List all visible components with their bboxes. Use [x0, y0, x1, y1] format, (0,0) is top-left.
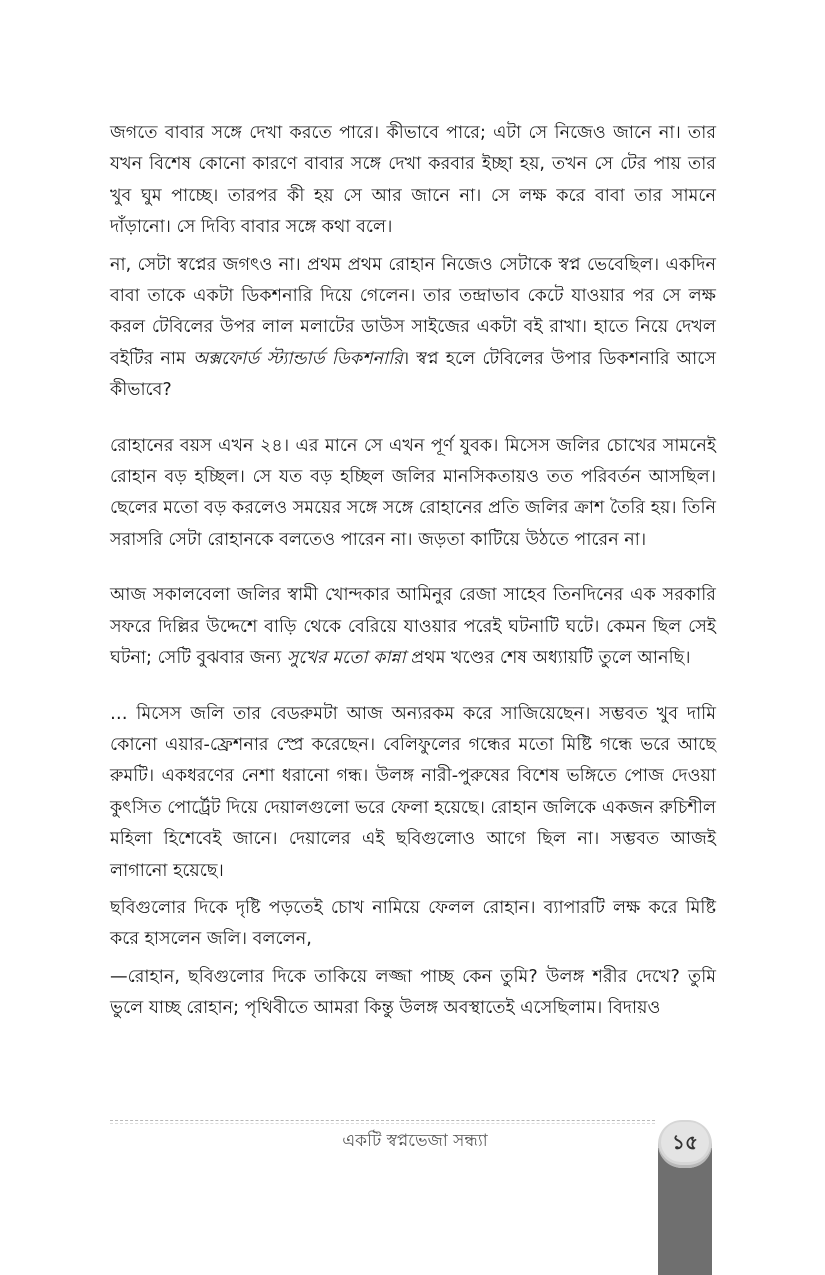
paragraph-2-text-end: । স্বপ্ন হলে টেবিলের উপার ডিকশনারি আসে কীভাবে?	[110, 348, 716, 401]
paragraph-4	[110, 580, 716, 674]
paragraph-1-text: জগতে বাবার সঙ্গে দেখা করতে পারে। কীভাবে পারে; এটা সে নিজেও জানে না। তার যখন বিশেষ কোনো কারণে বাবার সঙ্গে দেখা করবার ইচ্ছা হয়, তখন সে টের পায় তার খুব ঘুম পাচ্ছে। তারপর কী হয় সে আর জানে না। সে লক্ষ করে বাবা তার সামনে দাঁড়ানো। সে দিব্যি বাবার সঙ্গে কথা বলে।	[110, 123, 716, 238]
dictionary-title: অক্সফোর্ড স্ট্যান্ডার্ড ডিকশনারি	[193, 348, 403, 369]
book-reference-title: সুখের মতো কান্না	[286, 648, 406, 669]
paragraph-2	[110, 250, 716, 407]
paragraph-3-text: রোহানের বয়স এখন ২৪। এর মানে সে এখন পূর্ণ যুবক। মিসেস জলির চোখের সামনেই রোহান বড় হচ্ছিল। সে যত বড় হচ্ছিল জলির মানসিকতায়ও তত পরিবর্তন আসছিল। ছেলের মতো বড় করলেও সময়ের সঙ্গে সঙ্গে রোহানের প্রতি জলির ক্রাশ তৈরি হয়। তিনি সরাসরি সেটা রোহানকে বলতেও পারেন না। জড়তা কাটিয়ে উঠতে পারেন না।	[110, 435, 716, 550]
page-number: ১৫	[672, 1130, 698, 1154]
paragraph-2-text: না, সেটা স্বপ্নের জগৎও না। প্রথম প্রথম রোহান নিজেও সেটাকে স্বপ্ন ভেবেছিল। একদিন বাবা তাকে একটা ডিকশনারি দিয়ে গেলেন। তার তন্দ্রাভাব কেটে যাওয়ার পর সে লক্ষ করল টেবিলের উপর লাল মলাটের ডাউস সাইজের একটা বই রাখা। হাতে নিয়ে দেখল বইটির নাম	[110, 254, 716, 369]
paragraph-4-text: আজ সকালবেলা জলির স্বামী খোন্দকার আমিনুর রেজা সাহেব তিনদিনের এক সরকারি সফরে দিল্লির উদ্দেশে বাড়ি থেকে বেরিয়ে যাওয়ার পরেই ঘটনাটি ঘটে। কেমন ছিল সেই ঘটনা; সেটি বুঝবার জন্য	[110, 585, 716, 669]
paragraph-3	[110, 431, 716, 557]
paragraph-6-text: ছবিগুলোর দিকে দৃষ্টি পড়তেই চোখ নামিয়ে ফেলল রোহান। ব্যাপারটি লক্ষ করে মিষ্টি করে হাসলেন জলি। বললেন,	[110, 897, 716, 950]
paragraph-4-text-end: প্রথম খণ্ডের শেষ অধ্যায়টি তুলে আনছি।	[405, 648, 691, 669]
body-text	[110, 118, 716, 1031]
paragraph-6	[110, 893, 716, 956]
footer-divider-shadow	[110, 1123, 655, 1124]
footer-divider	[110, 1120, 655, 1121]
paragraph-7-text: —রোহান, ছবিগুলোর দিকে তাকিয়ে লজ্জা পাচ্ছ কেন তুমি? উলঙ্গ শরীর দেখে? তুমি ভুলে যাচ্ছ রোহান; পৃথিবীতে আমরা কিন্তু উলঙ্গ অবস্থাতেই এসেছিলাম। বিদায়ও	[110, 966, 716, 1019]
running-footer-title: একটি স্বপ্নভেজা সন্ধ্যা	[342, 1131, 488, 1151]
paragraph-1	[110, 118, 716, 244]
paragraph-5-text: … মিসেস জলি তার বেডরুমটা আজ অন্যরকম করে সাজিয়েছেন। সম্ভবত খুব দামি কোনো এয়ার-ফ্রেশনার স্প্রে করেছেন। বেলিফুলের গন্ধের মতো মিষ্টি গন্ধে ভরে আছে রুমটি। একধরণের নেশা ধরানো গন্ধ। উলঙ্গ নারী-পুরুষের বিশেষ ভঙ্গিতে পোজ দেওয়া কুৎসিত পোর্ট্রেট দিয়ে দেয়ালগুলো ভরে ফেলা হয়েছে। রোহান জলিকে একজন রুচিশীল মহিলা হিশেবেই জানে। দেয়ালের এই ছবিগুলোও আগে ছিল না। সম্ভবত আজই লাগানো হয়েছে।	[110, 703, 716, 881]
paragraph-7	[110, 962, 716, 1025]
paragraph-5	[110, 699, 716, 887]
